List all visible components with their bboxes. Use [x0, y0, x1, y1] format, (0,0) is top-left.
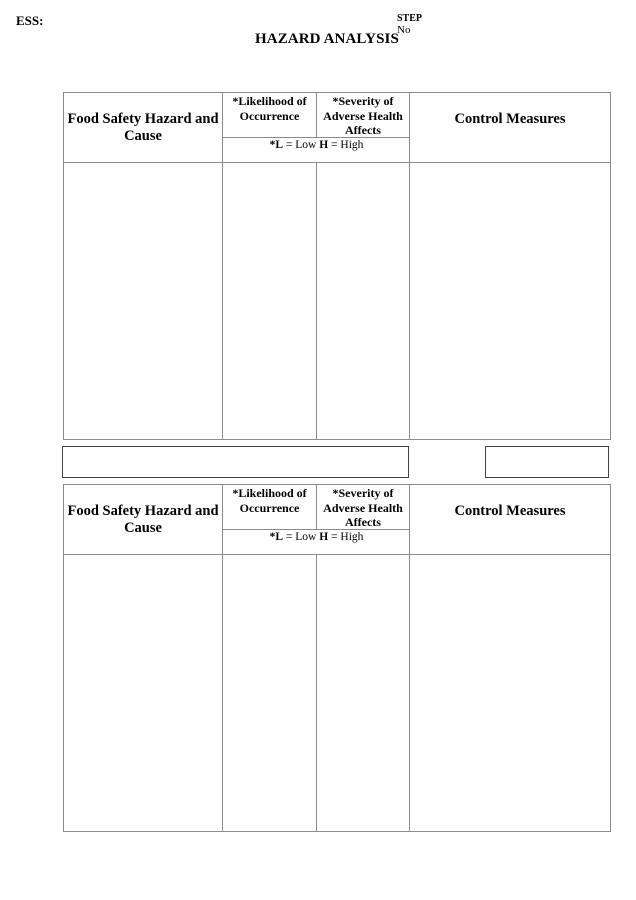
small-entry-box[interactable] [485, 446, 609, 478]
legend-high-text: = High [328, 139, 364, 151]
header-control-measures: Control Measures [454, 111, 566, 127]
likelihood-severity-legend [223, 530, 410, 544]
table-row[interactable] [64, 555, 610, 832]
legend-low-text: = Low [283, 531, 320, 543]
cell-severity[interactable] [317, 555, 409, 832]
cell-control-measures[interactable] [410, 555, 610, 832]
legend-high-key: H [319, 531, 329, 543]
process-label: ESS: [16, 13, 44, 28]
likelihood-severity-legend [223, 138, 410, 152]
legend-low-text: = Low [283, 139, 320, 151]
cell-hazard[interactable] [64, 555, 222, 832]
step-label: STEP [397, 13, 423, 24]
legend-low-key: *L [269, 139, 283, 151]
header-hazard-cause: Food Safety Hazard and Cause [67, 503, 219, 536]
step-number-label: No [397, 24, 411, 36]
header-control-measures: Control Measures [454, 503, 566, 519]
cell-likelihood[interactable] [223, 555, 316, 832]
table-row[interactable] [64, 163, 610, 440]
cell-likelihood[interactable] [223, 163, 316, 440]
cell-hazard[interactable] [64, 163, 222, 440]
header-severity: *Severity of Adverse Health Affects [323, 486, 403, 529]
header-hazard-cause: Food Safety Hazard and Cause [67, 111, 219, 144]
header-likelihood: *Likelihood of Occurrence [232, 94, 307, 123]
table-header [64, 485, 610, 555]
legend-high-key: H [319, 139, 329, 151]
table-header [64, 93, 610, 163]
hazard-table-1 [63, 92, 611, 440]
header-likelihood: *Likelihood of Occurrence [232, 486, 307, 515]
cell-severity[interactable] [317, 163, 409, 440]
wide-entry-box[interactable] [62, 446, 409, 478]
legend-low-key: *L [269, 531, 283, 543]
hazard-table-2 [63, 484, 611, 832]
header-severity: *Severity of Adverse Health Affects [323, 94, 403, 137]
page-title: HAZARD ANALYSIS [255, 31, 399, 47]
legend-high-text: = High [328, 531, 364, 543]
cell-control-measures[interactable] [410, 163, 610, 440]
